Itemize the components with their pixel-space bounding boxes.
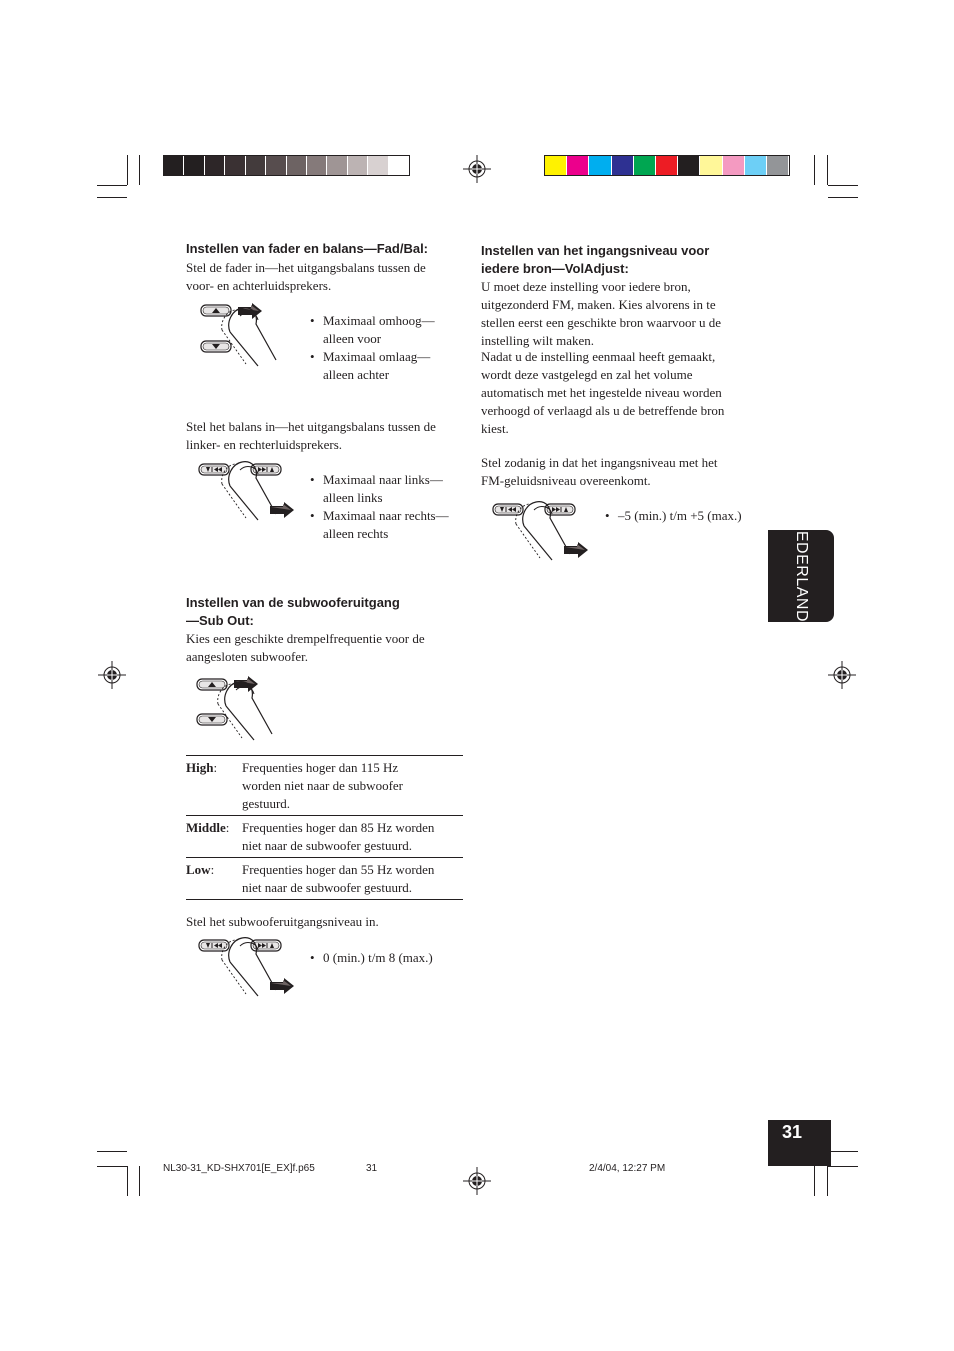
para-line: instelling wilt maken. [481, 333, 595, 348]
subout-intro [186, 630, 466, 666]
color-swatch [567, 156, 589, 175]
para-line: verhoogd of verlaagd als u de betreffende bron [481, 403, 725, 418]
para-line: kiest. [481, 421, 509, 436]
voladjust-bullets [605, 507, 760, 525]
voladjust-para3 [481, 454, 766, 490]
color-swatch [634, 156, 656, 175]
registration-mark-icon [98, 661, 126, 689]
page-number: 31 [782, 1122, 803, 1142]
desc-line: worden niet naar de subwoofer [242, 778, 403, 793]
table-key [186, 816, 242, 858]
registration-mark-icon [463, 1167, 491, 1195]
para-line: automatisch met het ingestelde niveau worden [481, 385, 722, 400]
balance-intro [186, 418, 466, 454]
fader-heading: Instellen van fader en balans—Fad/Bal: [186, 241, 429, 256]
para-line: U moet deze instelling voor iedere bron, [481, 279, 691, 294]
desc-line: niet naar de subwoofer gestuurd. [242, 880, 413, 895]
desc-line: niet naar de subwoofer gestuurd. [242, 838, 413, 853]
color-swatch [678, 156, 700, 175]
para-line: FM-geluidsniveau overeenkomt. [481, 473, 651, 488]
registration-mark-icon [463, 155, 491, 183]
para-line: wordt deze vastgelegd en zal het volume [481, 367, 693, 382]
bullet-line: alleen achter [323, 367, 390, 382]
up-down-buttons-with-finger-icon [192, 674, 292, 744]
footer-file: NL30-31_KD-SHX701[E_EX]f.p65 [163, 1163, 315, 1174]
footer-date: 2/4/04, 12:27 PM [589, 1163, 666, 1174]
bullet-item [310, 507, 470, 543]
subout-level-bullets [310, 949, 470, 967]
key-label: Low [186, 862, 211, 877]
color-swatch [225, 156, 245, 175]
registration-mark-icon [828, 661, 856, 689]
color-swatch [348, 156, 368, 175]
color-swatch [745, 156, 767, 175]
table-desc [242, 756, 463, 816]
bullet-line: • Maximaal naar links— [323, 472, 443, 487]
bullet-item [310, 949, 470, 967]
color-swatch [723, 156, 745, 175]
color-swatch [307, 156, 327, 175]
bullet-line: • 0 (min.) t/m 8 (max.) [323, 950, 433, 965]
color-swatch [266, 156, 286, 175]
language-tab [768, 518, 834, 634]
voladjust-heading [481, 242, 709, 278]
voladjust-para2 [481, 348, 766, 438]
subout-heading [186, 594, 400, 630]
para-line: uitgezonderd FM, maken. Kies alvorens in te [481, 297, 716, 312]
bullet-line: alleen voor [323, 331, 382, 346]
color-bar [544, 155, 790, 176]
left-right-buttons-with-finger-icon [196, 934, 296, 998]
table-desc [242, 858, 463, 900]
color-swatch [589, 156, 611, 175]
color-swatch [184, 156, 204, 175]
fader-bullets [310, 312, 465, 384]
left-right-buttons-with-finger-icon [490, 498, 590, 562]
key-label: Middle [186, 820, 226, 835]
voladjust-heading-line: Instellen van het ingangsniveau voor [481, 243, 710, 258]
color-swatch [368, 156, 388, 175]
key-sep: : [210, 862, 215, 877]
color-swatch [389, 156, 409, 175]
gray-scale-bar [163, 155, 410, 176]
bullet-item [310, 312, 465, 348]
balance-intro-line: linker- en rechterluidsprekers. [186, 437, 343, 452]
key-label: High [186, 760, 214, 775]
bullet-line: • Maximaal naar rechts— [323, 508, 449, 523]
desc-line: Frequenties hoger dan 85 Hz worden [242, 820, 435, 835]
para-line: Stel zodanig in dat het ingangsniveau met het [481, 455, 718, 470]
table-desc [242, 816, 463, 858]
color-swatch [287, 156, 307, 175]
color-swatch [545, 156, 567, 175]
color-swatch [656, 156, 678, 175]
table-row [186, 816, 463, 858]
fader-intro-line: Stel de fader in—het uitgangsbalans tussen de [186, 260, 426, 275]
color-swatch [612, 156, 634, 175]
subout-intro-line: aangesloten subwoofer. [186, 649, 309, 664]
bullet-line: • –5 (min.) t/m +5 (max.) [618, 508, 742, 523]
para-line: stellen eerst een geschikte bron waarvoor u de [481, 315, 722, 330]
fader-intro [186, 259, 466, 295]
table-key [186, 756, 242, 816]
page-number-box [768, 1120, 831, 1166]
subout-level-intro: Stel het subwooferuitgangsniveau in. [186, 914, 379, 929]
bullet-item [310, 348, 465, 384]
color-swatch [205, 156, 225, 175]
bullet-line: alleen links [323, 490, 383, 505]
left-right-buttons-with-finger-icon [196, 458, 296, 522]
color-swatch [164, 156, 184, 175]
bullet-line: • Maximaal omlaag— [323, 349, 431, 364]
subout-intro-line: Kies een geschikte drempelfrequentie voor de [186, 631, 425, 646]
desc-line: Frequenties hoger dan 55 Hz worden [242, 862, 435, 877]
bullet-line: • Maximaal omhoog— [323, 313, 435, 328]
color-swatch [327, 156, 347, 175]
key-sep: : [225, 820, 230, 835]
key-sep: : [213, 760, 218, 775]
desc-line: gestuurd. [242, 796, 291, 811]
subout-heading-line: —Sub Out: [186, 613, 254, 628]
fader-intro-line: voor- en achterluidsprekers. [186, 278, 332, 293]
para-line: Nadat u de instelling eenmaal heeft gemaakt, [481, 349, 716, 364]
language-tab-label: NEDERLANDS [793, 518, 810, 634]
color-swatch [700, 156, 722, 175]
table-row [186, 756, 463, 816]
subout-heading-line: Instellen van de subwooferuitgang [186, 595, 400, 610]
color-swatch [767, 156, 789, 175]
color-swatch [246, 156, 266, 175]
up-down-buttons-with-finger-icon [196, 300, 296, 370]
balance-intro-line: Stel het balans in—het uitgangsbalans tussen de [186, 419, 436, 434]
balance-bullets [310, 471, 470, 543]
bullet-item [605, 507, 760, 525]
table-key [186, 858, 242, 900]
bullet-item [310, 471, 470, 507]
voladjust-para1 [481, 278, 766, 350]
voladjust-heading-line: iedere bron—VolAdjust: [481, 261, 629, 276]
table-row [186, 858, 463, 900]
subout-frequency-table [186, 755, 463, 900]
footer-page: 31 [366, 1163, 378, 1174]
desc-line: Frequenties hoger dan 115 Hz [242, 760, 399, 775]
bullet-line: alleen rechts [323, 526, 389, 541]
